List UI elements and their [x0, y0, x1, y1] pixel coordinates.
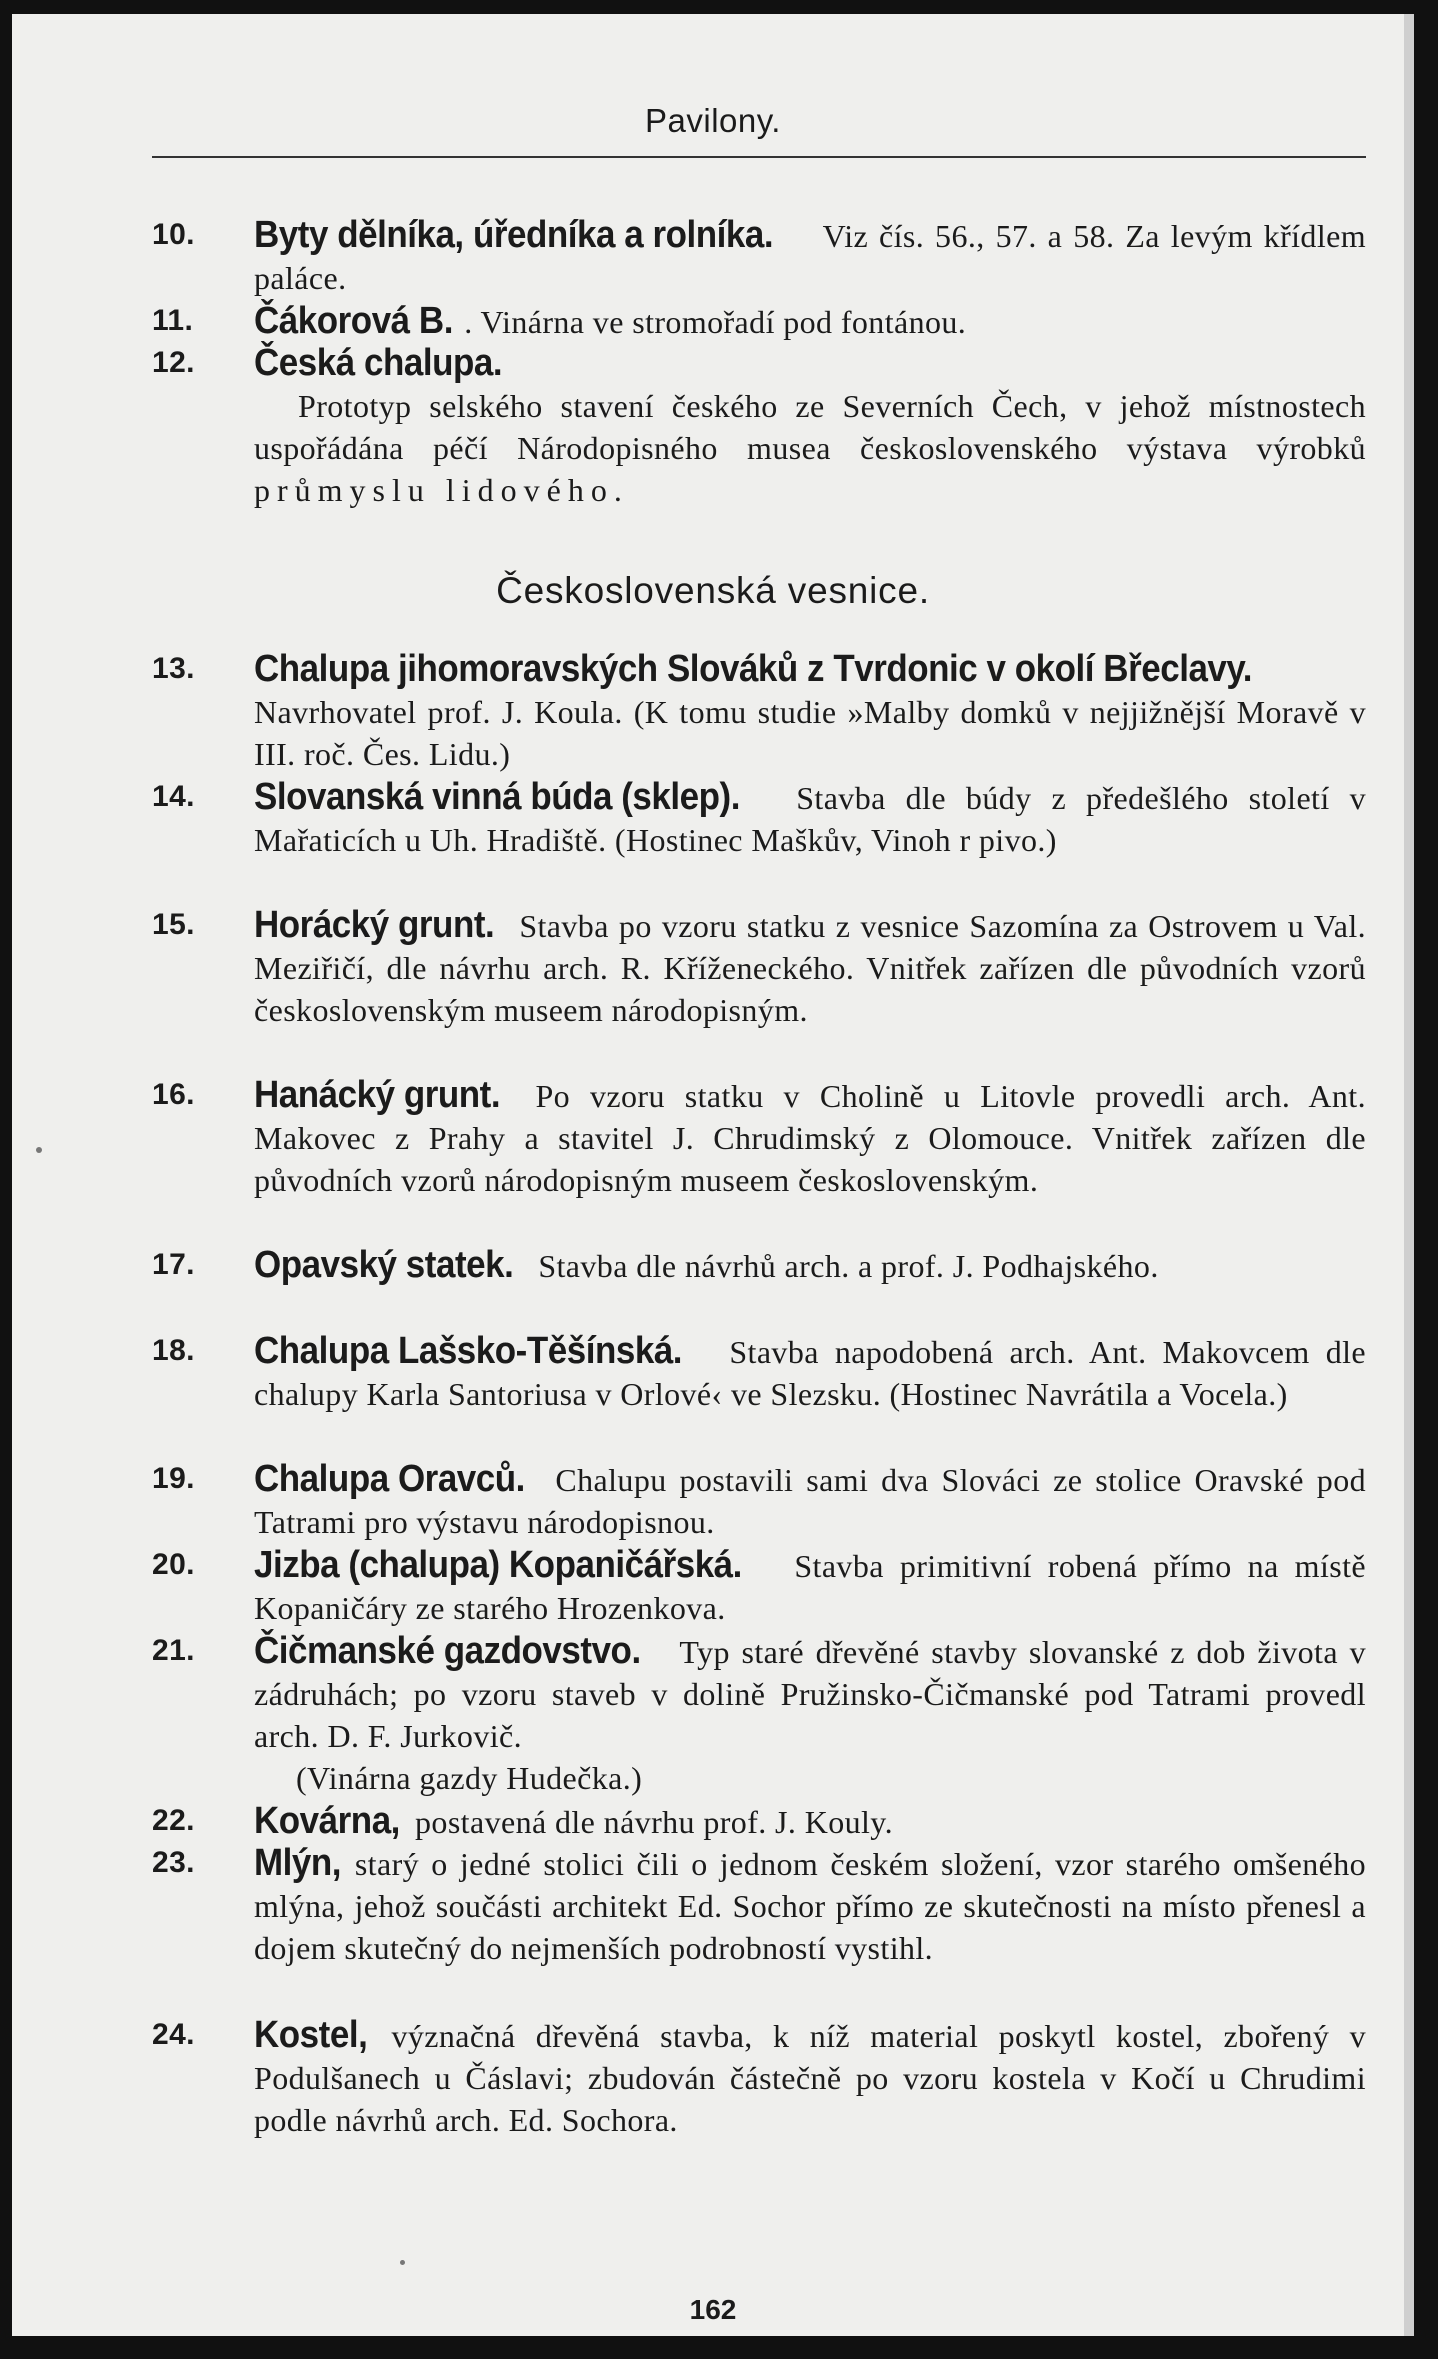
entry-title: Chalupa jihomoravských Slováků z Tvrdonic v okolí Břeclavy. [254, 648, 1253, 690]
entry-text: starý o jedné stolici čili o jednom českém složení, vzor starého omšeného mlýna, jehož součásti architekt Ed. Sochor přímo ze skutečnosti na místo přenesl a dojem skutečný do nejmenších podrobností vystihl. [254, 1846, 1366, 1966]
entry-title: Opavský statek. [254, 1244, 514, 1286]
entry-text: Stavba napodobená arch. Ant. Makovcem dle chalupy Karla Santoriusa v Orlové‹ ve Slezsku. (Hostinec Navrátila a Vocela.) [254, 1334, 1366, 1412]
entry-23 [152, 1842, 1366, 1969]
entry-18 [152, 1330, 1366, 1415]
entry-number: 19. [152, 1462, 195, 1495]
entry-20 [152, 1544, 1366, 1629]
entry-number: 13. [152, 652, 195, 685]
entry-19 [152, 1458, 1366, 1543]
running-header: Pavilony. [645, 102, 781, 139]
book-page [12, 14, 1414, 2336]
entry-title: Slovanská vinná búda (sklep). [254, 776, 740, 818]
entry-title: Hanácký grunt. [254, 1074, 501, 1116]
entry-number: 18. [152, 1334, 195, 1367]
entry-title: Chalupa Lašsko-Těšínská. [254, 1330, 683, 1372]
print-speck [400, 2260, 405, 2265]
entry-text: Stavba dle búdy z předešlého století v Mařaticích u Uh. Hradiště. (Hostinec Maškův, Vinoh r pivo.) [254, 780, 1366, 858]
entry-22 [152, 1800, 1366, 1843]
entry-text-end: . [613, 472, 623, 508]
entry-text: Stavba primitivní robená přímo na místě Kopaničáry ze starého Hrozenkova. [254, 1548, 1366, 1626]
entry-13 [152, 648, 1366, 775]
entry-number: 15. [152, 908, 195, 941]
entry-text-spaced: průmyslu lidového [254, 472, 614, 508]
entry-title: Česká chalupa. [254, 342, 503, 384]
entry-text: postavená dle návrhu prof. J. Kouly. [415, 1804, 894, 1840]
entry-title: Horácký grunt. [254, 904, 495, 946]
entry-title: Čičmanské gazdovstvo. [254, 1630, 641, 1672]
page-number: 162 [689, 2294, 737, 2325]
entry-text: . Vinárna ve stromořadí pod fontánou. [464, 304, 967, 340]
entry-title: Kostel, [254, 2014, 368, 2056]
entry-note: (Vinárna gazdy Hudečka.) [296, 1760, 643, 1796]
entry-text: Typ staré dřevěné stavby slovanské z dob života v zádruhách; po vzoru staveb v dolině Pružinsko-Čičmanské pod Tatrami provedl arch. D. F. Jurkovič. [254, 1634, 1366, 1754]
entry-number: 23. [152, 1846, 195, 1879]
entry-text: Po vzoru statku v Cholině u Litovle provedli arch. Ant. Makovec z Prahy a stavitel J. Chrudimský z Olomouce. Vnitřek zařízen dle původních vzorů národopisným museem československým. [254, 1078, 1367, 1198]
entry-number: 21. [152, 1634, 195, 1667]
entry-11 [152, 300, 1366, 343]
entry-text: Navrhovatel prof. J. Koula. (K tomu studie »Malby domků v nejjižnější Moravě v III. roč. Čes. Lidu.) [254, 694, 1366, 772]
header-rule [152, 156, 1366, 158]
entry-number: 10. [152, 218, 195, 251]
entry-12 [152, 342, 1366, 511]
entry-text: význačná dřevěná stavba, k níž material poskytl kostel, zbořený v Podulšanech u Čáslavi; zbudován částečně po vzoru kostela v Kočí u Chrudimi podle návrhů arch. Ed. Sochora. [254, 2018, 1366, 2138]
entry-text: Prototyp selského stavení českého ze Severních Čech, v jehož místnostech uspořádána péčí Národopisného musea československého výstava výrobků [254, 388, 1366, 466]
entry-text: Stavba po vzoru statku z vesnice Sazomína za Ostrovem u Val. Meziřičí, dle návrhu arch. R. Kříženeckého. Vnitřek zařízen dle původních vzorů československým museem národopisným. [254, 908, 1367, 1028]
entry-number: 14. [152, 780, 195, 813]
entry-title: Kovárna, [254, 1800, 400, 1842]
entry-title: Byty dělníka, úředníka a rolníka. [254, 214, 774, 256]
entry-24 [152, 2014, 1366, 2141]
entry-10 [152, 214, 1366, 299]
entry-number: 11. [152, 304, 194, 337]
entry-16 [152, 1074, 1366, 1201]
entry-text: Viz čís. 56., 57. a 58. Za levým křídlem paláce. [254, 218, 1367, 296]
entry-number: 24. [152, 2018, 195, 2051]
page-edge [1404, 14, 1414, 2336]
entry-text: Stavba dle návrhů arch. a prof. J. Podhajského. [538, 1248, 1159, 1284]
entry-title: Čákorová B. [254, 300, 453, 342]
entry-text: Chalupu postavili sami dva Slováci ze stolice Oravské pod Tatrami pro výstavu národopisnou. [254, 1462, 1366, 1540]
entry-number: 12. [152, 346, 195, 379]
entry-number: 22. [152, 1804, 195, 1837]
print-speck [36, 1147, 42, 1153]
entry-number: 17. [152, 1248, 195, 1281]
entry-title: Chalupa Oravců. [254, 1458, 525, 1500]
entry-number: 20. [152, 1548, 195, 1581]
entry-title: Jizba (chalupa) Kopaničářská. [254, 1544, 742, 1586]
entry-title: Mlýn, [254, 1842, 342, 1884]
section-heading: Československá vesnice. [496, 570, 930, 611]
entry-21 [152, 1630, 1366, 1799]
entry-number: 16. [152, 1078, 195, 1111]
entry-17 [152, 1244, 1366, 1287]
entry-14 [152, 776, 1366, 861]
entry-15 [152, 904, 1366, 1031]
